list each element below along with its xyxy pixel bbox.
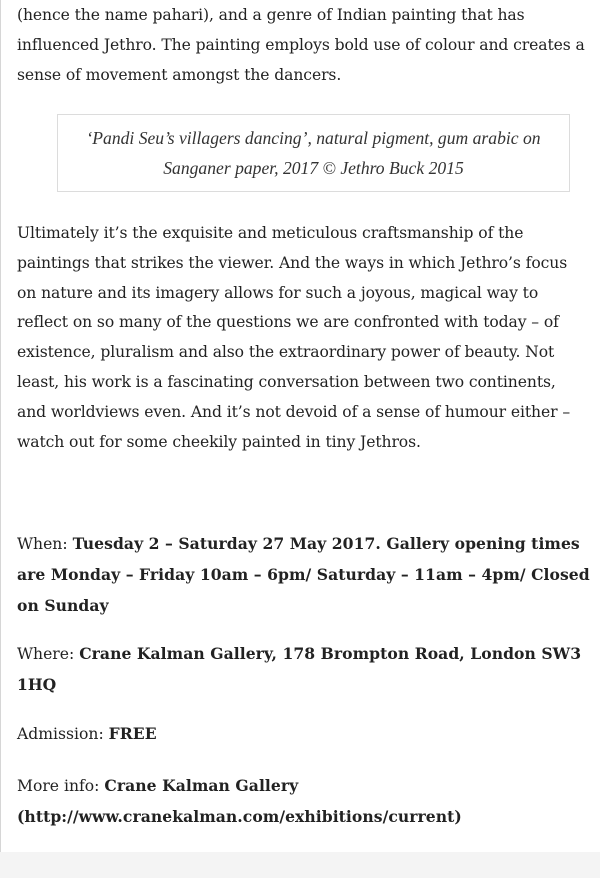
event-when-label: When:: [17, 535, 73, 553]
event-more-info-label: More info:: [17, 777, 105, 795]
event-where-value: Crane Kalman Gallery, 178 Brompton Road, London SW3 1HQ: [17, 644, 582, 694]
event-admission-label: Admission:: [17, 725, 109, 743]
article-paragraph-craftsmanship: Ultimately it’s the exquisite and meticulous craftsmanship of the paintings that strikes the viewer. And the ways in which Jethro’s focus on nature and its imagery allows for such a joyous, magical way to reflect on so many of the questions we are confronted with today – of existence, pluralism and also the extraordinary power of beauty. Not least, his work is a fascinating conversation between two continents, and worldviews even. And it’s not devoid of a sense of humour either – watch out for some cheekily painted in tiny Jethros.: [17, 224, 571, 451]
event-when-value: Tuesday 2 – Saturday 27 May 2017. Gallery opening times are Monday – Friday 10am – 6pm/ Saturday – 11am – 4pm/ Closed on Sunday: [17, 534, 590, 615]
image-caption-line-1: ‘Pandi Seu’s villagers dancing’, natural pigment, gum arabic on: [86, 128, 541, 148]
page-left-border: [0, 0, 1, 878]
event-admission-value: FREE: [108, 724, 157, 743]
image-caption-line-2: Sanganer paper, 2017 © Jethro Buck 2015: [163, 157, 464, 178]
event-admission: [17, 719, 592, 750]
event-more-info-value: Crane Kalman Gallery (http://www.cranekalman.com/exhibitions/current): [17, 776, 462, 826]
event-where: [17, 639, 592, 701]
event-more-info: [17, 771, 592, 833]
image-caption: [57, 114, 570, 192]
event-when: [17, 529, 592, 621]
article-paragraph-intro: (hence the name pahari), and a genre of Indian painting that has influenced Jethro. The painting employs bold use of colour and creates a sense of movement amongst the dancers.: [17, 6, 585, 84]
event-where-label: Where:: [17, 645, 80, 663]
page-footer-band: [0, 852, 600, 878]
